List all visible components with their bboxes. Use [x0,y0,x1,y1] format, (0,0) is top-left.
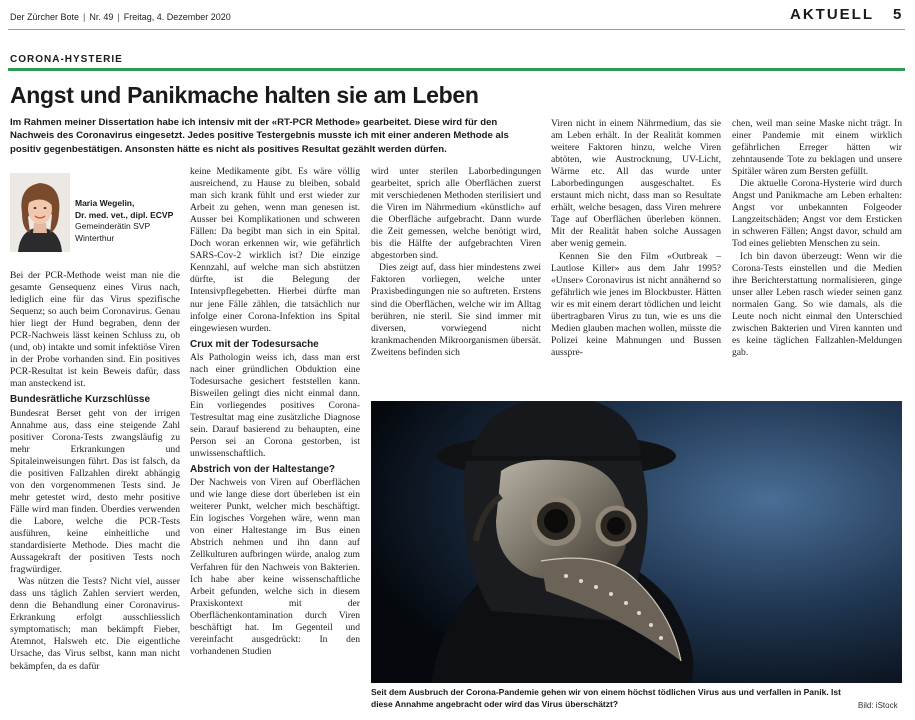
accent-rule [8,68,905,71]
article-headline: Angst und Panikmache halten sie am Leben [10,82,479,108]
subheading: Crux mit der Todesursache [190,338,319,350]
photo-caption: Seit dem Ausbruch der Corona-Pandemie gehen wir von einem höchst tödlichen Virus aus und verfallen in Panik. Ist diese Annahme angebracht oder wird das Virus überschätzt? [371,687,841,709]
issue-date: Freitag, 4. Dezember 2020 [123,12,231,22]
paragraph: Viren nicht in einem Nährmedium, das sie am Leben erhält. In der Realität kommen weitere Faktoren hinzu, welche Viren abtöten, wie Austrocknung, UV-Licht, Wärme etc. All das wurde unter Laborbedingungen ausgeschaltet. Es erstaunt mich nicht, dass man so Resultate erhält, welche besagen, dass Viren mehrere Tage auf Oberflächen überleben können. Mit der Realität haben solche Aussagen aber wenig gemein. [551,118,721,250]
masthead-line: Der Zürcher Bote | Nr. 49 | Freitag, 4. Dezember 2020 [10,12,231,22]
author-role: Gemeinderätin SVP [75,221,151,231]
paragraph: Was nützen die Tests? Nicht viel, ausser dass uns täglich Zahlen serviert werden, denn die Behandlung einer Coronavirus-Erkrankung erfolgt ausschliesslich symptomatisch; man bekämpft Fieber, Atemnot, Halsweh etc. Die eigentliche Ursache, das Virus selbst, kann man nicht bekämpfen, da es dafür [10,576,180,672]
paragraph: Kennen Sie den Film «Outbreak – Lautlose Killer» aus dem Jahr 1995? «Unser» Coronavirus ist nicht annähernd so gefährlich wie jenes im Blockbuster. Hätten wir es mit einem derart tödlichen und leicht übertragbaren Virus zu tun, wie es uns die Medien glauben machen wollen, müsste die Polizei keine Mahnungen und Bussen ausspre- [551,250,721,358]
paragraph: Der Nachweis von Viren auf Oberflächen und wie lange diese dort überleben ist ein weiterer Punkt, welcher mich beschäftigt. Ein logisches Vorgehen wäre, wenn man von einer Haltestange im Bus einen Abstrich nehmen und ihn dann auf Zellkulturen aufbringen würde, analog zum Verfahren für den Nachweis von Bakterien. Ich habe aber keine wissenschaftliche Arbeit gefunden, welche sich in diesem Praxiskontext mit der Oberflächenkontamination durch Viren beschäftigt hat. Im Gegenteil und vereinfacht ausgedrückt: In den vorhandenen Studien [190,477,360,657]
article-column-5 [732,118,902,359]
paragraph: Bei der PCR-Methode weist man nie die gesamte Gensequenz eines Virus nach, lediglich eine für das Virus spezifische Sequenz; so auch beim Coronavirus. Genau hier liegt der Hund begraben, denn der PCR-Nachweis lässt keinen Schluss zu, ob (und, ob) intakte und somit infektiöse Viren in der Probe vorhanden sind. Ein positives PCR-Resultat ist kein Beweis dafür, dass man ansteckend ist. [10,270,180,390]
page-number: 5 [893,6,902,23]
article-column-1 [10,270,180,673]
author-place: Winterthur [75,232,115,243]
paragraph: keine Medikamente gibt. Es wäre völlig ausreichend, zu Hause zu bleiben, sobald man sich krank fühlt und erst wieder zur Arbeit zu gehen, wenn man genesen ist. Ausser bei Komplikationen und schweren Fällen: Da begibt man sich in ein Spital. Doch woran erkennen wir, wie gefährlich SARS-Cov-2 wirklich ist? Die einzige Kennzahl, auf welche man sich abstützen dürfte, ist die Belegung der Intensivpflegebetten. Hierbei dürfte man nur jene Fälle zählen, die tatsächlich nur infolge einer Corona-Infektion ins Spital eingewiesen wurden. [190,166,360,334]
photo-credit: Bild: iStock [858,701,898,710]
plague-doctor-photo [371,401,902,683]
subheading: Bundesrätliche Kurzschlüsse [10,394,151,406]
header-rule [8,29,905,30]
paragraph: Dies zeigt auf, dass hier mindestens zwei Faktoren vorliegen, welche unter Praxisbedingungen nie so auftreten. Erstens sind die Oberflächen, welche wir im Alltag berühren, nie steril. Sie sind immer mit diversen, vorwiegend nicht krankmachenden Mikroorganismen übersät. Zweitens befinden sich [371,262,541,358]
article-kicker: CORONA-HYSTERIE [10,54,123,65]
article-column-4 [551,118,721,359]
article-lead: Im Rahmen meiner Dissertation habe ich intensiv mit der «RT-PCR Methode» gearbeitet. Diese wird für den Nachweis des Coronavirus eingesetzt. Jedes positive Testergebnis musste ich mit einer anderen Methode als positiv gegenbestätigen. Ansonsten hätte es nicht als positives Resultat gezählt werden dürfen. [10,117,509,155]
paragraph: wird unter sterilen Laborbedingungen gearbeitet, sprich alle Oberflächen zuerst mit verschiedenen Methoden sterilisiert und die Viren im Nährmedium «künstlich» auf die Oberfläche aufgebracht. Dann wurde die Zeit gemessen, welche benötigt wird, bis die Hälfte der aufgebrachten Viren abgestorben sind. [371,166,541,262]
paper-name: Der Zürcher Bote [10,12,80,22]
author-portrait [10,173,70,252]
issue-number: Nr. 49 [89,12,114,22]
paragraph: chen, weil man seine Maske nicht trägt. In einer Pandemie mit einem wirklich gefährlichen Erreger hätten wir zehntausende Tote zu beklagen und unsere Spitäler wären zum Bersten gefüllt. [732,118,902,178]
paragraph: Bundesrat Berset geht von der irrigen Annahme aus, dass eine steigende Zahl positiver Corona-Tests zwangsläufig zu mehr Erkrankungen und Spitaleinweisungen führt. Das ist falsch, da die positiven Fallzahlen direkt abhängig von den vorgenommenen Tests sind. Je mehr getestet wird, desto mehr positive Fälle wird man finden. Überdies verwenden die Labore, welche die PCR-Tests ausführen, keine einheitliche und standardisierte Methode. Dies macht die Aussagekraft der positiven Tests noch fragwürdiger. [10,407,180,576]
section-title: AKTUELL [790,6,874,23]
author-title: Dr. med. vet., dipl. ECVP [75,209,174,220]
paragraph: Ich bin davon überzeugt: Wenn wir die Corona-Tests einstellen und die Medien ihre Berichterstattung normalisieren, ginge unser aller Leben rasch wieder seinen ganz normalen Gang. So wie damals, als die Leute noch nicht einmal den Unterschied zwischen Bakterien und Viren kannten und es keine täglichen Fallzahlen-Meldungen gab. [732,250,902,358]
author-box [75,198,185,244]
paragraph: Die aktuelle Corona-Hysterie wird durch Angst und Panikmache am Leben erhalten: Angst vor unbekannten Folgeoder Langzeitschäden; Angst vor dem Ersticken in schweren Fällen; Angst davor, schuld am Tod eines geliebten Menschen zu sein. [732,178,902,250]
article-column-3 [371,166,541,359]
author-name: Maria Wegelin, [75,198,135,208]
paragraph: Als Pathologin weiss ich, dass man erst nach einer gründlichen Obduktion eine Todesursache gesichert feststellen kann. Bisweilen gelingt dies nicht einmal dann. Ein vorliegendes positives Corona-Testresultat mag eine zusätzliche Diagnose sein. Darauf basierend zu behaupten, eine Person sei an Corona gestorben, ist unwissenschaftlich. [190,351,360,460]
subheading: Abstrich von der Haltestange? [190,464,336,476]
article-column-2 [190,166,360,658]
